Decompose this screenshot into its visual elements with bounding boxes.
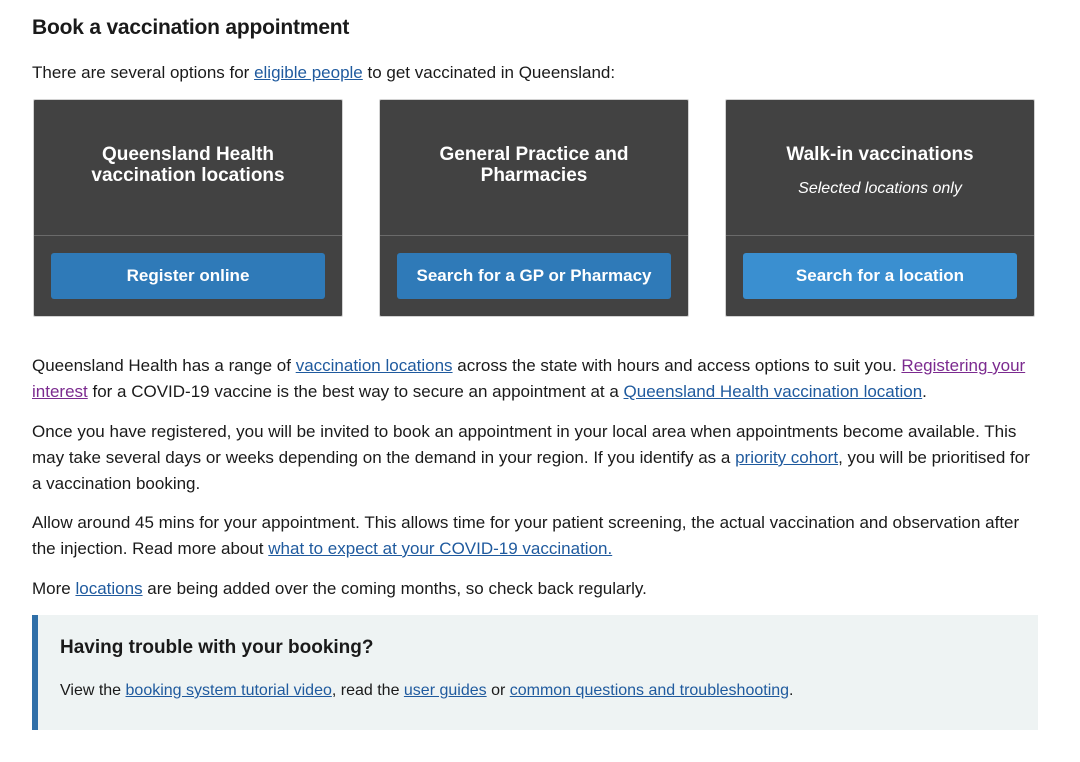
text: , read the <box>331 682 404 699</box>
page-title: Book a vaccination appointment <box>32 16 350 39</box>
paragraph-allow-time <box>32 510 1042 562</box>
card-qh-locations <box>33 99 343 317</box>
what-to-expect-link[interactable]: what to expect at your COVID-19 vaccination. <box>268 539 613 558</box>
card-title: General Practice and Pharmacies <box>439 144 629 186</box>
card-header <box>380 100 688 236</box>
card-subtitle: Selected locations only <box>798 180 962 197</box>
text: , you will be prioritised for a vaccination booking. <box>32 448 1030 493</box>
text: More <box>32 579 76 598</box>
text: or <box>486 682 510 699</box>
locations-link[interactable]: locations <box>75 579 143 598</box>
text: are being added over the coming months, so check back regularly. <box>142 579 647 598</box>
paragraph-registered <box>32 419 1042 497</box>
eligible-people-link[interactable]: eligible people <box>254 63 363 82</box>
search-location-button[interactable]: Search for a location <box>743 253 1017 299</box>
callout-heading: Having trouble with your booking? <box>60 637 374 658</box>
user-guides-link[interactable]: user guides <box>403 682 487 699</box>
text: View the <box>60 682 126 699</box>
tutorial-video-link[interactable]: booking system tutorial video <box>125 682 332 699</box>
text: . <box>789 682 794 699</box>
registering-interest-link[interactable]: Registering your interest <box>32 356 1026 401</box>
text: Queensland Health has a range of <box>32 356 296 375</box>
text: for a COVID-19 vaccine is the best way to secure an appointment at a <box>87 382 624 401</box>
text: Allow around 45 mins for your appointment. This allows time for your patient screening, the actual vaccination and observation after the injection. Read more about <box>32 513 1020 558</box>
card-title: Walk-in vaccinations <box>786 144 974 165</box>
card-walk-in <box>725 99 1035 317</box>
text: . <box>922 382 927 401</box>
card-header <box>726 100 1034 236</box>
card-header <box>34 100 342 236</box>
search-gp-pharmacy-button[interactable]: Search for a GP or Pharmacy <box>397 253 671 299</box>
vaccination-locations-link[interactable]: vaccination locations <box>295 356 453 375</box>
paragraph-locations <box>32 353 1042 405</box>
common-questions-link[interactable]: common questions and troubleshooting <box>509 682 790 699</box>
callout-text <box>60 678 794 704</box>
intro-text-part: There are several options for <box>32 63 255 82</box>
text: across the state with hours and access options to suit you. <box>452 356 902 375</box>
booking-help-callout <box>32 615 1038 730</box>
intro-text-part: to get vaccinated in Queensland: <box>362 63 616 82</box>
paragraph-more-locations <box>32 576 1042 602</box>
qh-vaccination-location-link[interactable]: Queensland Health vaccination location <box>623 382 923 401</box>
card-gp-pharmacies <box>379 99 689 317</box>
text: Once you have registered, you will be invited to book an appointment in your local area when appointments become available. This may take several days or weeks depending on the demand in your region. If you identify as a <box>32 422 1017 467</box>
register-online-button[interactable]: Register online <box>51 253 325 299</box>
intro-text <box>32 60 615 86</box>
priority-cohort-link[interactable]: priority cohort <box>735 448 839 467</box>
card-title: Queensland Health vaccination locations <box>91 144 285 186</box>
